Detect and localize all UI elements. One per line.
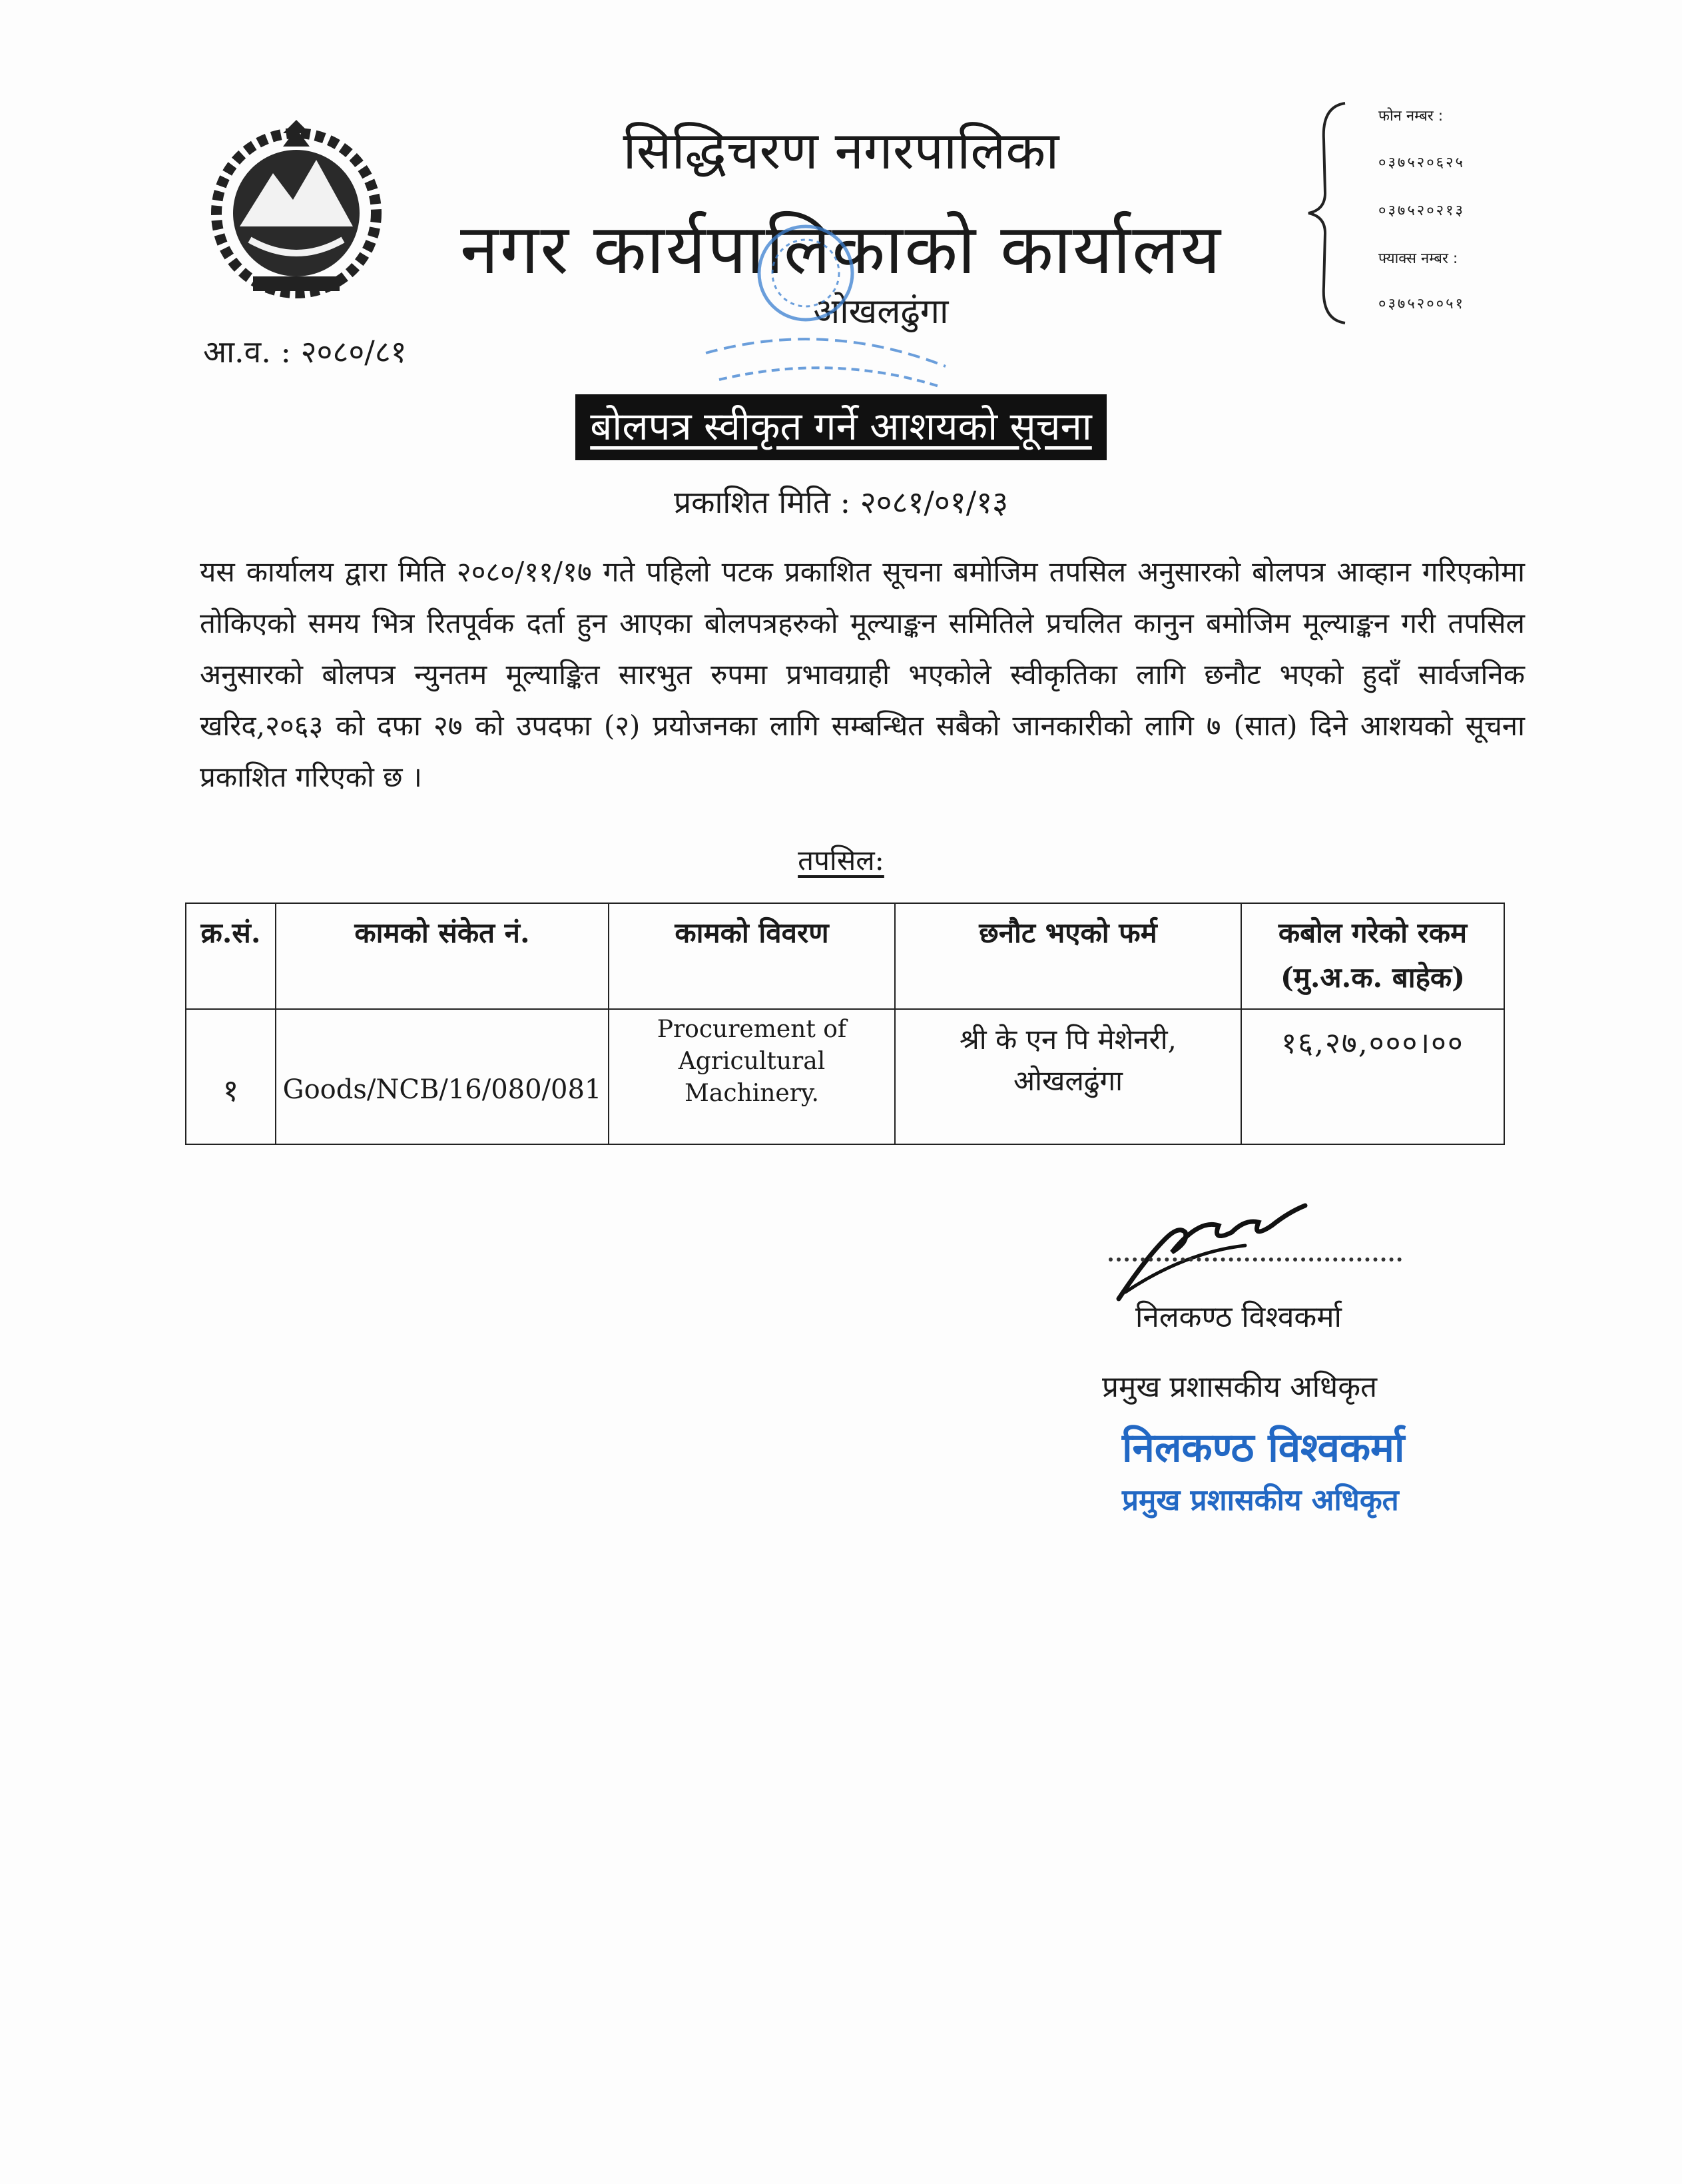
signer-title: प्रमुख प्रशासकीय अधिकृत	[1102, 1370, 1378, 1404]
place-name: ओखलढुंगा	[813, 292, 949, 332]
header-amount-line-1: कबोल गरेको रकम	[1278, 916, 1468, 949]
table-row	[186, 1009, 1504, 1144]
contact-brace-icon	[1305, 100, 1352, 326]
cell-code: Goods/NCB/16/080/081	[276, 1009, 609, 1144]
notice-title-text: बोलपत्र स्वीकृत गर्ने आशयको सूचना	[575, 394, 1107, 460]
schedule-table	[185, 903, 1505, 1145]
office-name: नगर कार्यपालिकाको कार्यालय	[459, 208, 1223, 290]
cell-desc	[609, 1009, 895, 1144]
fiscal-year: आ.व. : २०८०/८१	[203, 334, 407, 370]
phone-label: फोन नम्बर :	[1378, 108, 1444, 125]
notice-title	[0, 394, 1682, 460]
header-firm: छनौट भएको फर्म	[895, 903, 1241, 1009]
cell-firm-line-2: ओखलढुंगा	[1013, 1064, 1123, 1097]
notice-body: यस कार्यालय द्वारा मिति २०८०/११/१७ गते पहिलो पटक प्रकाशित सूचना बमोजिम तपसिल अनुसारको बोलपत्र आव्हान गरिएकोमा तोकिएको समय भित्र रितपूर्वक दर्ता हुन आएका बोलपत्रहरुको मूल्याङ्कन समितिले प्रचलित कानुन बमोजिम मूल्याङ्कन गरी तपसिल अनुसारको बोलपत्र न्युनतम मूल्याङ्कित सारभुत रुपमा प्रभावग्राही भएकोले स्वीकृतिका लागि छनौट भएको हुदाँ सार्वजनिक खरिद,२०६३ को दफा २७ को उपदफा (२) प्रयोजनका लागि सम्बन्धित सबैको जानकारीको लागि ७ (सात) दिने आशयको सूचना प्रकाशित गरिएको छ ।	[200, 555, 1525, 793]
stamp-name: निलकण्ठ विश्वकर्मा	[1122, 1425, 1405, 1471]
cell-amount: १६,२७,०००।००	[1241, 1009, 1504, 1144]
phone-number-2: ०३७५२०२१३	[1378, 202, 1465, 219]
schedule-heading: तपसिल:	[798, 844, 884, 877]
office-round-stamp	[693, 220, 959, 393]
table-header-row	[186, 903, 1504, 1009]
cell-firm-line-1: श्री के एन पि मेशेनरी,	[960, 1023, 1177, 1056]
fax-number: ०३७५२००५१	[1378, 296, 1465, 312]
cell-desc-line-3: Machinery.	[685, 1080, 819, 1107]
phone-number-1: ०३७५२०६२५	[1378, 155, 1465, 171]
municipality-name: सिद्धिचरण नगरपालिका	[623, 121, 1059, 181]
header-amount	[1241, 903, 1504, 1009]
cell-desc-line-1: Procurement of	[657, 1016, 847, 1043]
header-sn: क्र.सं.	[186, 903, 276, 1009]
published-date: प्रकाशित मिति : २०८१/०१/१३	[673, 484, 1009, 520]
header-amount-line-2: (मु.अ.क. बाहेक)	[1280, 961, 1466, 994]
cell-sn: १	[186, 1009, 276, 1144]
cell-firm	[895, 1009, 1241, 1144]
cell-desc-line-2: Agricultural	[678, 1048, 826, 1075]
stamp-title: प्रमुख प्रशासकीय अधिकृत	[1122, 1483, 1399, 1517]
signer-name: निलकण्ठ विश्वकर्मा	[1135, 1300, 1342, 1334]
signature-line	[1109, 1258, 1402, 1262]
header-code: कामको संकेत नं.	[276, 903, 609, 1009]
handwritten-signature	[1105, 1179, 1318, 1312]
fax-label: फ्याक्स नम्बर :	[1378, 250, 1458, 267]
header-desc: कामको विवरण	[609, 903, 895, 1009]
